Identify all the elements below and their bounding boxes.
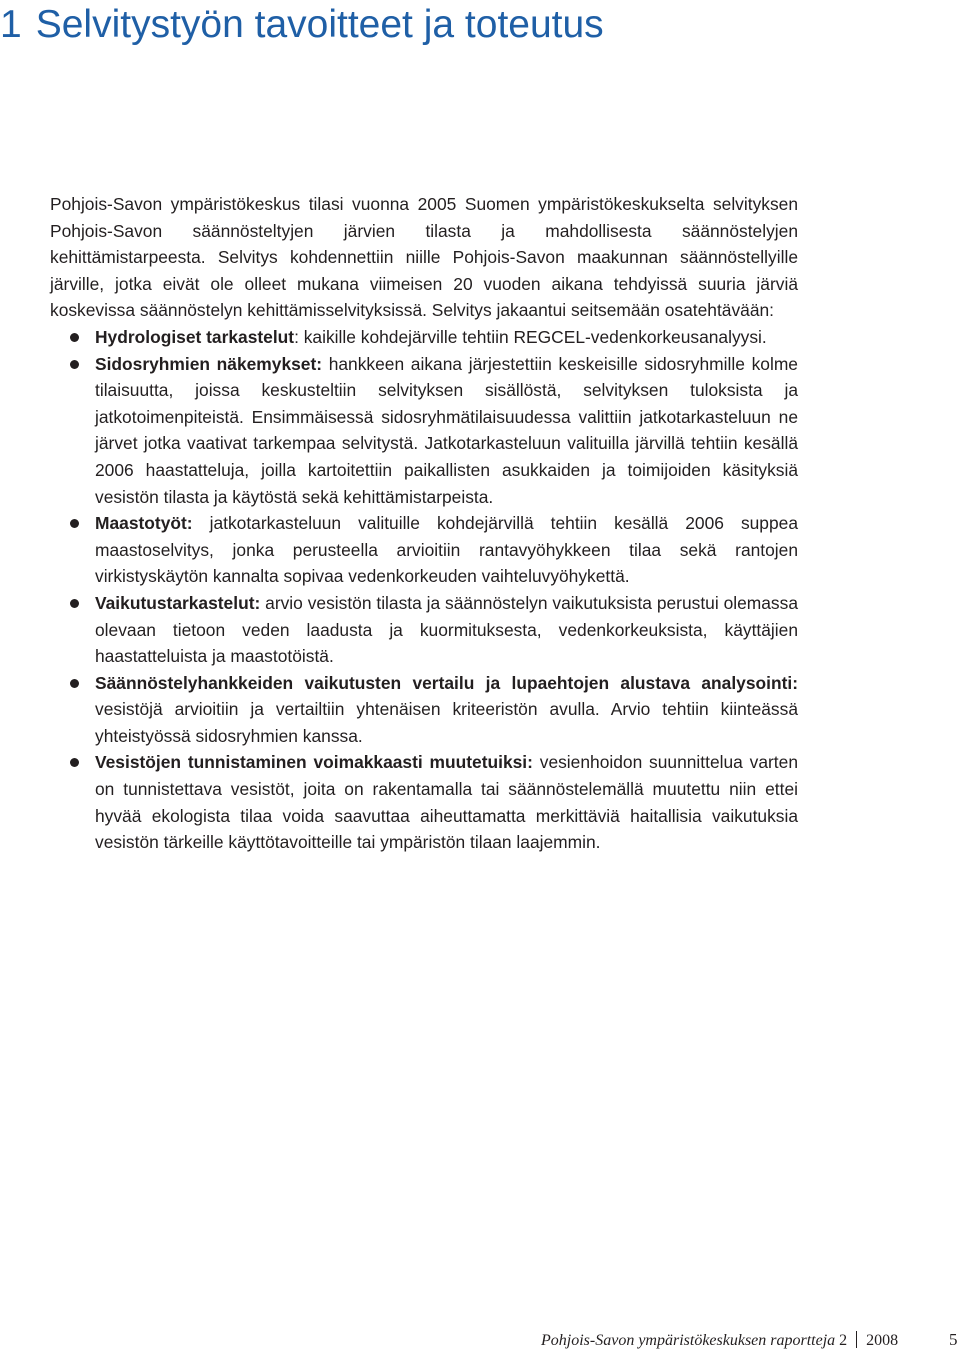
list-item-term: Sidosryhmien näkemykset: (95, 353, 323, 374)
bullet-icon (70, 758, 79, 767)
footer-issue: 2 (839, 1332, 848, 1349)
footer-divider (856, 1331, 857, 1348)
list-item-text: jatkotarkasteluun valituille kohdejärvillä tehtiin kesällä 2006 suppea maastoselvitys, jonka perusteella arvioitiin rantavyöhykkeen tilaa sekä rantojen virkistyskäytön kannalta sopivaa vedenkorkeuden vaihteluvyöhykettä. (95, 513, 798, 587)
page-footer (541, 1330, 958, 1352)
list-item (50, 590, 798, 670)
chapter-body (50, 191, 798, 856)
list-item-term: Vesistöjen tunnistaminen voimakkaasti muutetuiksi: (95, 752, 533, 773)
list-item-text: : kaikille kohdejärville tehtiin REGCEL-vedenkorkeusanalyysi. (294, 326, 767, 347)
bullet-icon (70, 360, 79, 369)
list-item (50, 510, 798, 590)
bullet-icon (70, 519, 79, 528)
list-item-term: Vaikutustarkastelut: (95, 592, 261, 613)
chapter-number: 1 (0, 3, 22, 46)
bullet-icon (70, 599, 79, 608)
list-item (50, 351, 798, 511)
footer-publication: Pohjois-Savon ympäristökeskuksen raportteja (541, 1332, 836, 1349)
bullet-icon (70, 679, 79, 688)
list-item-text: vesienhoidon suunnittelua varten on tunnistettava vesistöt, joita on rakentamalla tai säännöstelemällä muutettu niin ettei hyvää ekologista tilaa voida saavuttaa aiheuttamatta merkittäviä haitallisia vaikutuksia vesistön tärkeille käyttötavoitteille tai ympäristön tilaan laajemmin. (95, 752, 798, 853)
list-item-term: Hydrologiset tarkastelut (95, 326, 295, 347)
list-item-term: Säännöstelyhankkeiden vaikutusten vertailu ja lupaehtojen alustava analysointi: (95, 672, 798, 693)
chapter-heading (0, 2, 604, 48)
page-number: 5 (949, 1330, 958, 1349)
task-list (50, 324, 798, 856)
footer-year: 2008 (866, 1332, 899, 1349)
list-item-term: Maastotyöt: (95, 513, 193, 534)
list-item (50, 670, 798, 750)
bullet-icon (70, 333, 79, 342)
chapter-title: Selvitystyön tavoitteet ja toteutus (35, 3, 604, 46)
list-item (50, 324, 798, 351)
list-item-text: hankkeen aikana järjestettiin keskeisille sidosryhmille kolme tilaisuutta, joissa keskusteltiin selvityksen sisällöstä, selvityksen tuloksista ja jatkotoimenpiteistä. Ensimmäisessä sidosryhmätilaisuudessa valittiin jatkotarkasteluun ne järvet jotka vaativat tarkempaa selvitystä. Jatkotarkasteluun valituilla järvillä tehtiin kesällä 2006 haastatteluja, joilla kartoitettiin paikallisten asukkaiden ja toimijoiden käsityksiä vesistön tilasta ja käytöstä sekä kehittämistarpeista. (95, 353, 798, 507)
list-item (50, 749, 798, 855)
list-item-text: vesistöjä arvioitiin ja vertailtiin yhtenäisen kriteeristön avulla. Arvio tehtiin kiinteässä yhteistyössä sidosryhmien kanssa. (95, 699, 798, 746)
list-item-text: arvio vesistön tilasta ja säännöstelyn vaikutuksista perustui olemassa olevaan tietoon veden laadusta ja kuormituksesta, vedenkorkeuksista, käyttäjien haastatteluista ja maastotöistä. (95, 592, 798, 667)
intro-paragraph: Pohjois-Savon ympäristökeskus tilasi vuonna 2005 Suomen ympäristökeskukselta selvityksen Pohjois-Savon säännösteltyjen järvien tilasta ja mahdollisesta säännöstelyjen kehittämistarpeesta. Selvitys kohdennettiin niille Pohjois-Savon maakunnan säännöstellyille järville, jotka eivät ole olleet mukana viimeisen 20 vuoden aikana tehdyissä suuria järviä koskevissa säännöstelyn kehittämisselvityksissä. Selvitys jakaantui seitsemään osatehtävään: (50, 194, 798, 321)
